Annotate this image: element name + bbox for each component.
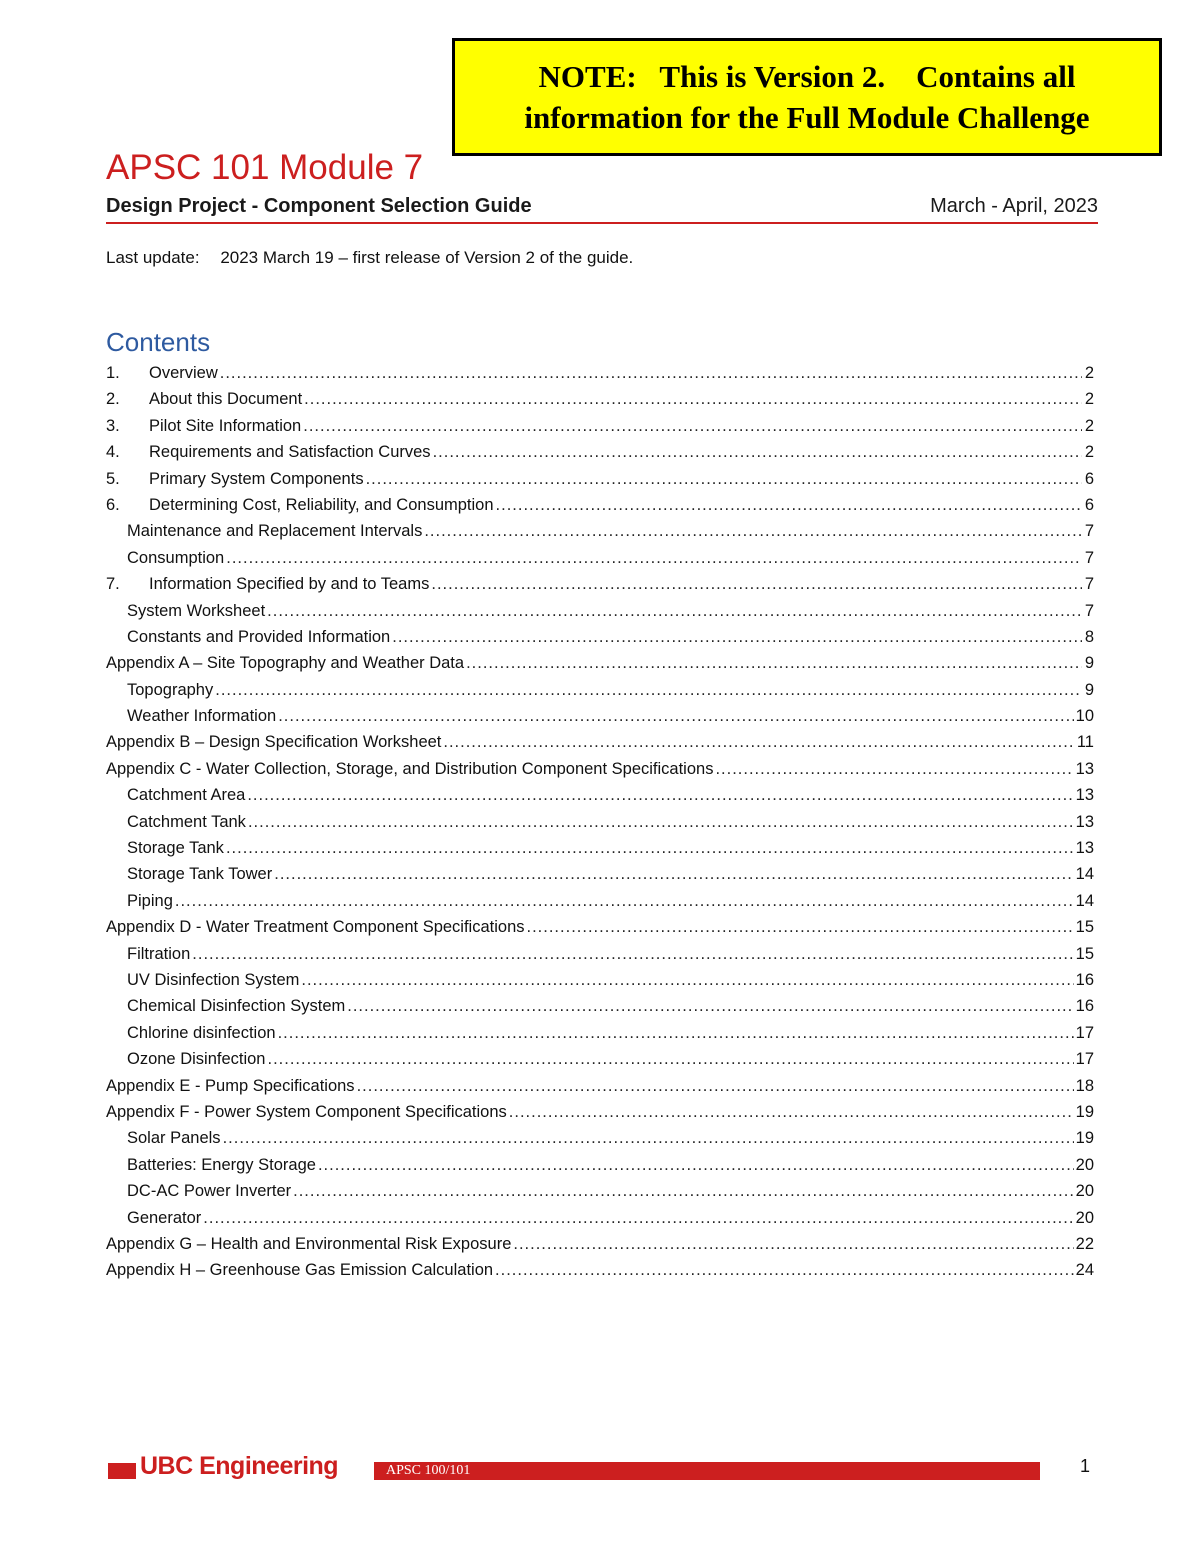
toc-entry-title: System Worksheet: [127, 601, 266, 620]
toc-entry[interactable]: [106, 364, 1094, 390]
toc-entry[interactable]: [106, 496, 1094, 522]
toc-dot-leader: [347, 997, 1073, 1016]
toc-entry-title: Appendix D - Water Treatment Component Specifications: [106, 918, 525, 937]
toc-entry-title: About this Document: [149, 390, 303, 409]
toc-entry-page: 17: [1075, 1050, 1094, 1069]
toc-entry-title: Filtration: [127, 944, 191, 963]
toc-entry-page: 11: [1076, 733, 1094, 752]
toc-entry-page: 7: [1084, 522, 1094, 541]
toc-entry[interactable]: [106, 443, 1094, 469]
toc-entry-page: 13: [1075, 759, 1094, 778]
table-of-contents: [106, 364, 1094, 1288]
toc-entry-page: 2: [1084, 390, 1094, 409]
toc-entry-number: 5.: [106, 469, 120, 488]
toc-entry-number: 7.: [106, 575, 120, 594]
toc-entry[interactable]: [106, 654, 1094, 680]
toc-entry[interactable]: [106, 971, 1094, 997]
toc-entry-title: Solar Panels: [127, 1129, 221, 1148]
toc-entry-page: 8: [1084, 627, 1094, 646]
toc-entry[interactable]: [106, 1209, 1094, 1235]
toc-entry-title: Appendix B – Design Specification Worksheet: [106, 733, 442, 752]
toc-entry-title: Catchment Tank: [127, 812, 246, 831]
toc-dot-leader: [247, 786, 1073, 805]
last-update-label: Last update:: [106, 248, 200, 267]
toc-entry[interactable]: [106, 839, 1094, 865]
toc-entry[interactable]: [106, 1182, 1094, 1208]
toc-dot-leader: [527, 918, 1074, 937]
toc-entry-number: 3.: [106, 416, 120, 435]
toc-entry[interactable]: [106, 549, 1094, 575]
toc-entry-page: 13: [1075, 786, 1094, 805]
toc-entry-title: DC-AC Power Inverter: [127, 1182, 292, 1201]
toc-dot-leader: [175, 892, 1074, 911]
toc-entry-title: Appendix E - Pump Specifications: [106, 1076, 355, 1095]
toc-dot-leader: [318, 1156, 1074, 1175]
toc-dot-leader: [366, 470, 1082, 489]
toc-entry-page: 20: [1075, 1208, 1094, 1227]
toc-entry-title: Appendix C - Water Collection, Storage, and Distribution Component Specifications: [106, 759, 714, 778]
toc-dot-leader: [357, 1077, 1074, 1096]
contents-heading: Contents: [106, 327, 211, 357]
toc-entry-title: Topography: [127, 680, 214, 699]
toc-entry-page: 15: [1075, 918, 1094, 937]
toc-entry-page: 9: [1084, 680, 1094, 699]
footer-course-bar: [374, 1462, 1040, 1480]
toc-entry-page: 15: [1075, 944, 1094, 963]
toc-entry[interactable]: [106, 892, 1094, 918]
toc-entry-page: 20: [1075, 1155, 1094, 1174]
toc-dot-leader: [303, 417, 1082, 436]
toc-entry[interactable]: [106, 575, 1094, 601]
toc-entry-title: Chemical Disinfection System: [127, 997, 346, 1016]
toc-dot-leader: [301, 971, 1073, 990]
toc-entry-number: 2.: [106, 390, 120, 409]
toc-entry[interactable]: [106, 1129, 1094, 1155]
toc-entry[interactable]: [106, 1103, 1094, 1129]
toc-dot-leader: [304, 390, 1082, 409]
toc-dot-leader: [223, 1129, 1074, 1148]
toc-entry[interactable]: [106, 707, 1094, 733]
toc-entry-title: Constants and Provided Information: [127, 627, 391, 646]
toc-dot-leader: [192, 945, 1073, 964]
toc-entry-page: 7: [1084, 575, 1094, 594]
last-update-line: [106, 248, 633, 268]
toc-entry-page: 22: [1075, 1234, 1094, 1253]
toc-entry[interactable]: [106, 470, 1094, 496]
toc-entry-title: Appendix G – Health and Environmental Risk Exposure: [106, 1234, 512, 1253]
toc-dot-leader: [274, 865, 1073, 884]
toc-dot-leader: [431, 575, 1082, 594]
toc-entry[interactable]: [106, 681, 1094, 707]
toc-entry-page: 19: [1075, 1129, 1094, 1148]
toc-entry-title: UV Disinfection System: [127, 970, 300, 989]
document-title: APSC 101 Module 7: [106, 148, 424, 187]
toc-entry-title: Maintenance and Replacement Intervals: [127, 522, 423, 541]
toc-entry-title: Batteries: Energy Storage: [127, 1155, 316, 1174]
toc-entry[interactable]: [106, 417, 1094, 443]
toc-entry-page: 24: [1075, 1261, 1094, 1280]
toc-entry-title: Storage Tank: [127, 839, 224, 858]
toc-dot-leader: [268, 1050, 1074, 1069]
toc-entry-title: Appendix A – Site Topography and Weather Data: [106, 654, 465, 673]
toc-dot-leader: [226, 839, 1074, 858]
toc-entry-page: 14: [1075, 865, 1094, 884]
toc-entry-title: Generator: [127, 1208, 202, 1227]
toc-entry[interactable]: [106, 390, 1094, 416]
toc-entry-page: 14: [1075, 891, 1094, 910]
toc-entry-title: Requirements and Satisfaction Curves: [149, 443, 431, 462]
toc-dot-leader: [220, 364, 1082, 383]
toc-entry[interactable]: [106, 945, 1094, 971]
toc-dot-leader: [226, 549, 1082, 568]
toc-entry[interactable]: [106, 760, 1094, 786]
document-subtitle: Design Project - Component Selection Guide: [106, 195, 532, 217]
toc-dot-leader: [443, 733, 1074, 752]
toc-entry-page: 16: [1075, 970, 1094, 989]
toc-entry[interactable]: [106, 918, 1094, 944]
toc-entry-title: Catchment Area: [127, 786, 246, 805]
toc-entry-title: Overview: [149, 364, 218, 382]
toc-entry-title: Piping: [127, 891, 173, 910]
toc-entry[interactable]: [106, 733, 1094, 759]
toc-entry-title: Consumption: [127, 548, 225, 567]
ubc-engineering-logo: UBC Engineering: [140, 1452, 339, 1480]
toc-dot-leader: [509, 1103, 1074, 1122]
toc-dot-leader: [278, 1024, 1074, 1043]
toc-entry-page: 6: [1084, 469, 1094, 488]
toc-entry-title: Pilot Site Information: [149, 416, 302, 435]
toc-entry-number: 1.: [106, 364, 120, 382]
toc-entry-page: 9: [1084, 654, 1094, 673]
toc-entry-page: 2: [1084, 364, 1094, 382]
toc-entry[interactable]: [106, 813, 1094, 839]
toc-dot-leader: [513, 1235, 1073, 1254]
version-note-box: [452, 38, 1162, 156]
toc-entry-page: 2: [1084, 443, 1094, 462]
toc-entry-title: Appendix F - Power System Component Specifications: [106, 1102, 507, 1121]
footer-course-text: APSC 100/101: [386, 1463, 471, 1478]
toc-entry-title: Ozone Disinfection: [127, 1050, 266, 1069]
toc-entry-number: 6.: [106, 495, 120, 514]
page-footer: [108, 1452, 1098, 1484]
toc-dot-leader: [466, 654, 1082, 673]
document-date: March - April, 2023: [930, 195, 1098, 217]
toc-entry-page: 13: [1075, 812, 1094, 831]
toc-entry[interactable]: [106, 1261, 1094, 1287]
toc-entry[interactable]: [106, 1050, 1094, 1076]
toc-entry-page: 18: [1075, 1076, 1094, 1095]
version-note-line-1: NOTE: This is Version 2. Contains all: [538, 59, 1076, 94]
toc-dot-leader: [215, 681, 1082, 700]
toc-entry-page: 20: [1075, 1182, 1094, 1201]
subtitle-row: [106, 195, 1098, 224]
toc-entry-title: Primary System Components: [149, 469, 364, 488]
toc-entry-number: 4.: [106, 443, 120, 462]
toc-entry-title: Chlorine disinfection: [127, 1023, 276, 1042]
toc-dot-leader: [392, 628, 1082, 647]
page-number: 1: [1079, 1456, 1090, 1476]
last-update-text: 2023 March 19 – first release of Version 2 of the guide.: [220, 248, 634, 267]
footer-accent-block: [108, 1463, 136, 1479]
toc-entry-page: 16: [1075, 997, 1094, 1016]
toc-entry-title: Determining Cost, Reliability, and Consumption: [149, 495, 494, 514]
toc-entry-page: 17: [1075, 1023, 1094, 1042]
toc-entry[interactable]: [106, 602, 1094, 628]
toc-dot-leader: [293, 1182, 1074, 1201]
toc-dot-leader: [433, 443, 1082, 462]
toc-entry[interactable]: [106, 628, 1094, 654]
toc-dot-leader: [495, 1261, 1074, 1280]
toc-dot-leader: [496, 496, 1082, 515]
toc-dot-leader: [267, 602, 1082, 621]
toc-entry-page: 6: [1084, 495, 1094, 514]
toc-entry[interactable]: [106, 1156, 1094, 1182]
toc-dot-leader: [715, 760, 1073, 779]
toc-dot-leader: [203, 1209, 1073, 1228]
toc-entry-page: 2: [1084, 416, 1094, 435]
toc-entry-title: Information Specified by and to Teams: [149, 575, 430, 594]
toc-entry-page: 13: [1075, 839, 1094, 858]
toc-entry[interactable]: [106, 1077, 1094, 1103]
toc-entry[interactable]: [106, 997, 1094, 1023]
version-note-line-2: information for the Full Module Challenge: [524, 100, 1090, 135]
toc-entry-title: Weather Information: [127, 707, 277, 726]
toc-dot-leader: [278, 707, 1073, 726]
toc-dot-leader: [248, 813, 1074, 832]
toc-dot-leader: [424, 522, 1082, 541]
toc-entry-page: 10: [1075, 707, 1094, 726]
toc-entry[interactable]: [106, 1024, 1094, 1050]
toc-entry[interactable]: [106, 786, 1094, 812]
toc-entry-title: Storage Tank Tower: [127, 865, 273, 884]
toc-entry[interactable]: [106, 865, 1094, 891]
toc-entry-page: 19: [1075, 1102, 1094, 1121]
toc-entry-page: 7: [1084, 548, 1094, 567]
toc-entry-page: 7: [1084, 601, 1094, 620]
toc-entry-title: Appendix H – Greenhouse Gas Emission Calculation: [106, 1261, 494, 1280]
toc-entry[interactable]: [106, 1235, 1094, 1261]
toc-entry[interactable]: [106, 522, 1094, 548]
